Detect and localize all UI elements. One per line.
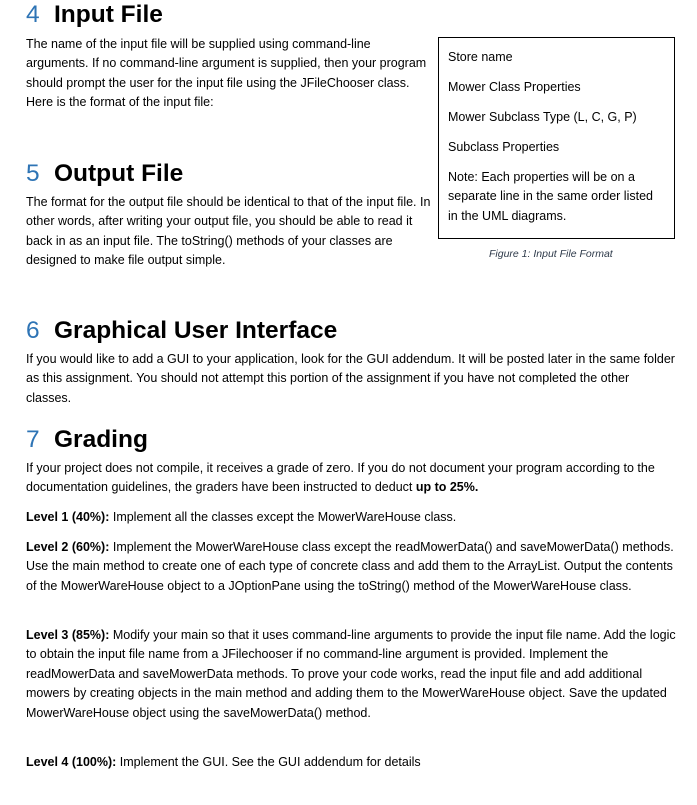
section-number: 6 [26, 317, 40, 344]
level-label: Level 1 (40%): [26, 510, 110, 524]
level-description: Modify your main so that it uses command-line arguments to provide the input file name. Add the logic to obtain the input file name from a JFilechooser if no command-line argument is provided. Implement the readMowerData and saveMowerData methods. To prove your code works, read the input file and add additional mowers by creating objects in the main method and adding them to the MowerWareHouse object. Save the updated MowerWareHouse object using the saveMowerData() method. [26, 628, 676, 720]
input-file-format-figure [438, 37, 675, 239]
section-title: Graphical User Interface [54, 317, 338, 344]
output-file-heading [26, 159, 183, 189]
figure-caption: Figure 1: Input File Format [489, 248, 613, 260]
section-title: Grading [54, 426, 148, 453]
figure-line-mower-class-properties: Mower Class Properties [448, 80, 581, 94]
grading-intro-paragraph [26, 459, 676, 498]
section-number: 5 [26, 160, 40, 187]
grading-heading [26, 425, 148, 455]
level-description: Implement the MowerWareHouse class except the readMowerData() and saveMowerData() methods. Use the main method to create one of each type of concrete class and add them to the ArrayList. Output the contents of the MowerWareHouse object to a JOptionPane using the toString() method of the MowerWareHouse class. [26, 540, 674, 593]
gui-paragraph: If you would like to add a GUI to your application, look for the GUI addendum. It will be posted later in the same folder as this assignment. You should not attempt this portion of the assignment if you have not completed the other classes. [26, 352, 675, 405]
output-file-paragraph: The format for the output file should be identical to that of the input file. In other words, after writing your output file, you should be able to read it back in as an input file. The toString() methods of your classes are designed to make file output simple. [26, 195, 431, 268]
grading-deduction-amount: up to 25%. [415, 480, 479, 495]
grading-level-4 [26, 753, 676, 772]
figure-line-subclass-properties: Subclass Properties [448, 140, 560, 154]
input-file-heading [26, 0, 163, 30]
section-number: 7 [26, 426, 40, 453]
level-label: Level 3 (85%): [26, 628, 110, 642]
figure-note: Note: Each properties will be on a separate line in the same order listed in the UML diagrams. [448, 170, 653, 223]
figure-line-mower-subclass-type: Mower Subclass Type (L, C, G, P) [448, 110, 637, 124]
section-number: 4 [26, 1, 40, 28]
figure-line-store-name: Store name [448, 50, 513, 64]
level-description: Implement the GUI. See the GUI addendum for details [116, 755, 421, 769]
level-description: Implement all the classes except the MowerWareHouse class. [109, 510, 457, 524]
level-label: Level 4 (100%): [26, 755, 117, 769]
input-file-paragraph: The name of the input file will be supplied using command-line arguments. If no command-line argument is supplied, then your program should prompt the user for the input file using the JFileChooser class. Here is the format of the input file: [26, 37, 427, 110]
grading-level-2 [26, 538, 676, 596]
level-label: Level 2 (60%): [26, 540, 110, 554]
grading-level-1 [26, 508, 676, 527]
section-title: Input File [54, 1, 163, 28]
gui-heading [26, 316, 337, 346]
section-title: Output File [54, 160, 184, 187]
grading-intro-text: If your project does not compile, it receives a grade of zero. If you do not document your program according to the documentation guidelines, the graders have been instructed to deduct [26, 461, 655, 495]
grading-level-3 [26, 626, 676, 723]
